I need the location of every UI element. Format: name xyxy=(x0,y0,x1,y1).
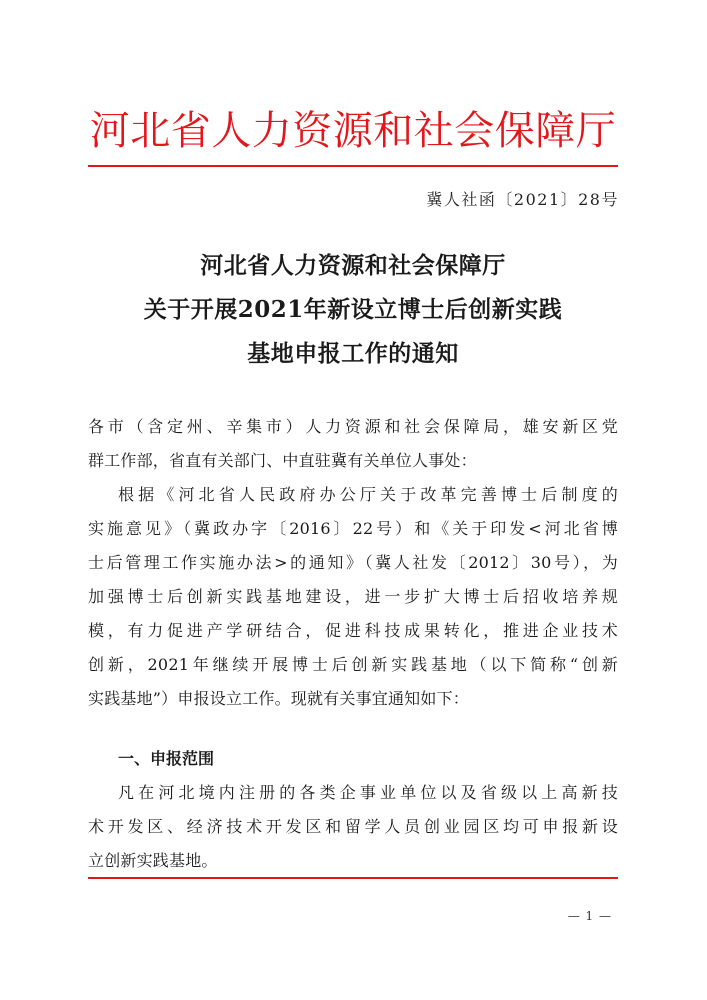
masthead-red-rule xyxy=(88,165,618,167)
body-line-5: 模，有力促进产学研结合，促进科技成果转化，推进企业技术 xyxy=(88,621,618,640)
page-number: — 1 — xyxy=(567,909,612,923)
document-title-line-3: 基地申报工作的通知 xyxy=(247,340,459,367)
body-line-4: 加强博士后创新实践基地建设，进一步扩大博士后招收培养规 xyxy=(88,587,618,606)
scope-line-1: 凡在河北境内注册的各类企事业单位以及省级以上高新技 xyxy=(118,783,618,802)
addressee-line-1: 各市（含定州、辛集市）人力资源和社会保障局，雄安新区党 xyxy=(88,417,618,436)
body-line-2: 实施意见》（冀政办字〔2016〕22号）和《关于印发<河北省博 xyxy=(88,519,618,538)
footer-red-rule xyxy=(88,877,618,879)
body-line-7: 实践基地”）申报设立工作。现就有关事宜通知如下： xyxy=(88,689,469,708)
document-number: 冀人社函〔2021〕28号 xyxy=(426,190,619,209)
body-line-3: 士后管理工作实施办法>的通知》（冀人社发〔2012〕30号），为 xyxy=(88,553,618,572)
document-title-line-1: 河北省人力资源和社会保障厅 xyxy=(200,252,506,279)
document-title-line-2: 关于开展2021年新设立博士后创新实践 xyxy=(143,296,563,323)
body-line-1: 根据《河北省人民政府办公厅关于改革完善博士后制度的 xyxy=(118,485,618,504)
scope-line-3: 立创新实践基地。 xyxy=(88,851,218,870)
body-line-6: 创新，2021年继续开展博士后创新实践基地（以下简称“创新 xyxy=(88,655,618,674)
scope-line-2: 术开发区、经济技术开发区和留学人员创业园区均可申报新设 xyxy=(88,817,618,836)
addressee-line-2: 群工作部，省直有关部门、中直驻冀有关单位人事处： xyxy=(88,451,477,470)
section-heading-scope: 一、申报范围 xyxy=(118,749,215,768)
issuing-authority-masthead: 河北省人力资源和社会保障厅 xyxy=(89,108,617,154)
